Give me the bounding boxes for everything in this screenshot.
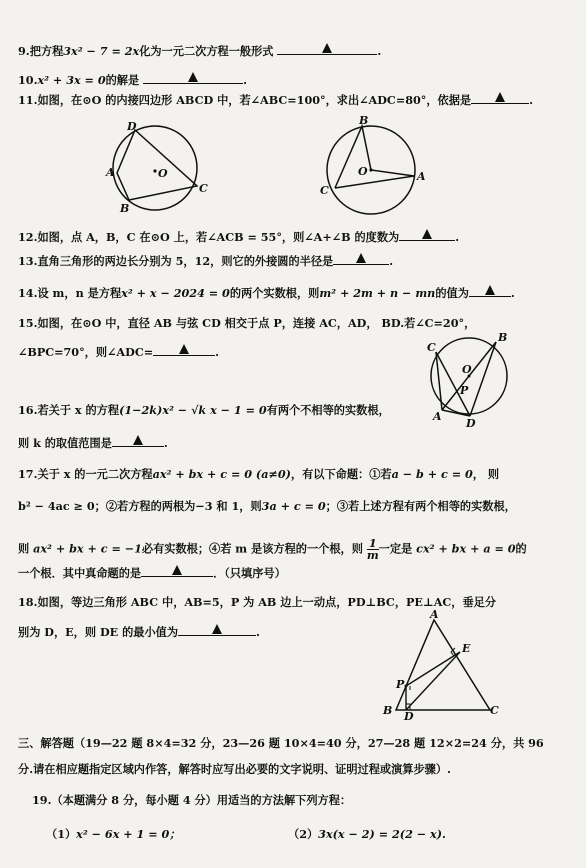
- label-b: B: [359, 114, 369, 127]
- question-number: 10.: [18, 73, 38, 87]
- question-18-line2: 别为 D，E，则 DE 的最小值为 .: [18, 625, 260, 639]
- figure-11-right: [318, 114, 428, 220]
- question-15-line1: 15.如图，在⊙O 中，直径 AB 与弦 CD 相交于点 P，连接 AC，AD， BD.若∠C=20°，: [18, 316, 476, 330]
- label-a: A: [417, 170, 426, 183]
- question-12: 12.如图，点 A，B，C 在⊙O 上，若∠ACB = 55°，则∠A+∠B 的度数为 .: [18, 230, 460, 244]
- triangle-icon: [179, 344, 189, 354]
- question-13: 13.直角三角形的两边长分别为 5，12，则它的外接圆的半径是 .: [18, 254, 394, 268]
- triangle-icon: [322, 43, 332, 53]
- equation: 3x(x − 2) = 2(2 − x).: [318, 827, 446, 841]
- question-15-line2: ∠BPC=70°，则∠ADC= .: [18, 345, 219, 359]
- label-o: O: [358, 165, 368, 178]
- question-18-line1: 18.如图，等边三角形 ABC 中，AB=5，P 为 AB 边上一动点，PD⊥BC，PE⊥AC，垂足分: [18, 595, 497, 609]
- answer-blank[interactable]: [143, 71, 243, 84]
- label-b: B: [498, 331, 508, 344]
- label-c: C: [427, 341, 436, 354]
- label-d: D: [466, 417, 476, 430]
- answer-blank[interactable]: [399, 228, 455, 241]
- question-number: 14.: [18, 286, 38, 300]
- equation: 3x² − 7 = 2x: [63, 44, 140, 58]
- question-number: 16.: [18, 403, 38, 417]
- label-o: O: [158, 167, 168, 180]
- equation: x² + 3x = 0: [37, 73, 106, 87]
- triangle-icon: [422, 229, 432, 239]
- answer-blank[interactable]: [469, 284, 511, 297]
- label-d: D: [127, 120, 137, 133]
- answer-blank[interactable]: [112, 434, 164, 447]
- question-17-line3: 则 ax² + bx + c = −1必有实数根；④若 m 是该方程的一个根，则 $\frac{1}{m}$ 一定是 cx² + bx + a = 0的: [18, 536, 527, 562]
- question-9: 9.把方程3x² − 7 = 2x化为一元二次方程一般形式 .: [18, 44, 382, 58]
- question-number: 18.: [18, 595, 38, 609]
- answer-blank[interactable]: [333, 252, 389, 265]
- figure-11-left: [105, 118, 215, 218]
- question-11: 11.如图，在⊙O 的内接四边形 ABCD 中，若∠ABC=100°，求出∠ADC=80°，依据是 .: [18, 93, 534, 107]
- question-number: 13.: [18, 254, 38, 268]
- question-14: 14.设 m，n 是方程x² + x − 2024 = 0的两个实数根，则m² + 2m + n − mn的值为 .: [18, 286, 515, 300]
- label-c: C: [490, 704, 499, 717]
- fraction: $\frac{1}{m}$: [366, 536, 379, 562]
- label-e: E: [462, 642, 471, 655]
- label-o: O: [462, 363, 472, 376]
- triangle-icon: [356, 253, 366, 263]
- question-number: 12.: [18, 230, 38, 244]
- question-19: 19.（本题满分 8 分，每小题 4 分）用适当的方法解下列方程：: [32, 793, 352, 807]
- label-p: P: [396, 678, 405, 691]
- answer-blank[interactable]: [178, 623, 256, 636]
- question-17-line1: 17.关于 x 的一元二次方程ax² + bx + c = 0 (a≠0)，有以下命题：①若a − b + c = 0， 则: [18, 467, 500, 481]
- question-number: 19.: [32, 793, 52, 807]
- label-c: C: [199, 182, 208, 195]
- question-16-line1: 16.若关于 x 的方程(1−2k)x² − √k x − 1 = 0有两个不相等的实数根，: [18, 403, 390, 417]
- section-3-header: 三、解答题（19—22 题 8×4=32 分，23—26 题 10×4=40 分，27—28 题 12×2=24 分，共 96 分.请在相应题指定区域内作答，解答时应写出必要的文字说明、证明过程或演算步骤）.: [18, 736, 544, 776]
- question-16-line2: 则 k 的取值范围是 .: [18, 436, 168, 450]
- equation: m² + 2m + n − mn: [319, 286, 436, 300]
- triangle-icon: [485, 285, 495, 295]
- question-number: 15.: [18, 316, 38, 330]
- label-a: A: [106, 166, 115, 179]
- triangle-icon: [188, 72, 198, 82]
- label-a: A: [430, 608, 439, 621]
- triangle-icon: [495, 92, 505, 102]
- equation: x² − 6x + 1 = 0；: [76, 827, 181, 841]
- label-b: B: [383, 704, 393, 717]
- answer-blank[interactable]: [471, 91, 529, 104]
- label-d: D: [404, 710, 414, 723]
- equation: ax² + bx + c = −1: [33, 541, 142, 556]
- question-19-part2: （2）3x(x − 2) = 2(2 − x).: [288, 827, 446, 841]
- answer-blank[interactable]: [141, 564, 213, 577]
- equation: cx² + bx + a = 0: [416, 541, 516, 556]
- label-c: C: [320, 184, 329, 197]
- triangle-icon: [133, 435, 143, 445]
- question-10: 10.x² + 3x = 0的解是 .: [18, 73, 247, 87]
- figure-18: [378, 608, 499, 723]
- triangle-icon: [212, 624, 222, 634]
- question-number: 17.: [18, 467, 38, 481]
- question-17-line4: 一个根．其中真命题的是 ．（只填序号）: [18, 566, 286, 580]
- question-number: 11.: [18, 93, 38, 107]
- answer-blank[interactable]: [153, 343, 215, 356]
- equation: x² + x − 2024 = 0: [121, 286, 230, 300]
- label-b: B: [120, 202, 130, 215]
- triangle-icon: [172, 565, 182, 575]
- question-19-part1: （1）x² − 6x + 1 = 0；: [46, 827, 181, 841]
- equation: 3a + c = 0: [261, 499, 326, 513]
- question-17-line2: b² − 4ac ≥ 0；②若方程的两根为−3 和 1，则3a + c = 0；③若上述方程有两个相等的实数根，: [18, 499, 516, 513]
- equation: ax² + bx + c = 0 (a≠0): [152, 467, 291, 481]
- equation: (1−2k)x² − √k x − 1 = 0: [119, 403, 267, 417]
- label-p: P: [460, 384, 469, 397]
- question-number: 9.: [18, 44, 30, 58]
- answer-blank[interactable]: [277, 42, 377, 55]
- label-a: A: [433, 410, 442, 423]
- equation: a − b + c = 0: [391, 467, 473, 481]
